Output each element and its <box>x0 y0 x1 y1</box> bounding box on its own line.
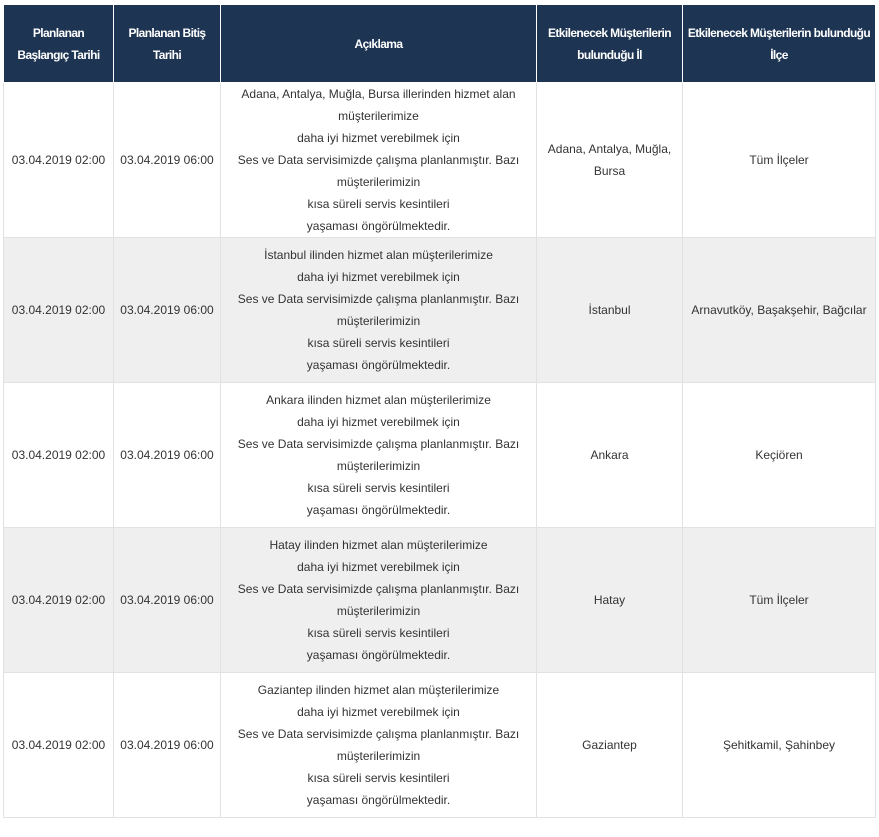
header-affected-city: Etkilenecek Müşterilerin bulunduğu İl <box>537 5 683 83</box>
cell-affected-city: Hatay <box>537 528 683 673</box>
cell-description <box>221 673 537 818</box>
table-row <box>4 673 876 818</box>
cell-end-date: 03.04.2019 06:00 <box>114 383 221 528</box>
description-line: İstanbul ilinden hizmet alan müşterilerimize <box>264 248 493 262</box>
description-line: müşterilerimize <box>338 109 419 123</box>
description-line: müşterilerimizin <box>336 314 421 328</box>
table-row <box>4 83 876 238</box>
cell-affected-district: Arnavutköy, Başakşehir, Bağcılar <box>683 238 876 383</box>
description-line: Adana, Antalya, Muğla, Bursa illerinden hizmet alan <box>241 87 516 101</box>
cell-description <box>221 383 537 528</box>
cell-affected-city: Adana, Antalya, Muğla, Bursa <box>537 83 683 238</box>
header-affected-district: Etkilenecek Müşterilerin bulunduğu İlçe <box>683 5 876 83</box>
cell-affected-district: Tüm İlçeler <box>683 83 876 238</box>
cell-end-date: 03.04.2019 06:00 <box>114 83 221 238</box>
header-start-date: Planlanan Başlangıç Tarihi <box>4 5 114 83</box>
description-line: Ses ve Data servisimizde çalışma planlanmıştır. Bazı <box>237 727 520 741</box>
cell-end-date: 03.04.2019 06:00 <box>114 673 221 818</box>
description-line: kısa süreli servis kesintileri <box>307 336 450 350</box>
cell-start-date: 03.04.2019 02:00 <box>4 238 114 383</box>
description-line: yaşaması öngörülmektedir. <box>306 219 451 233</box>
cell-end-date: 03.04.2019 06:00 <box>114 528 221 673</box>
description-line: daha iyi hizmet verebilmek için <box>297 131 460 145</box>
description-line: müşterilerimizin <box>336 459 421 473</box>
description-line: daha iyi hizmet verebilmek için <box>297 415 460 429</box>
table-row <box>4 238 876 383</box>
description-line: daha iyi hizmet verebilmek için <box>297 705 460 719</box>
cell-affected-district: Şehitkamil, Şahinbey <box>683 673 876 818</box>
description-line: Ses ve Data servisimizde çalışma planlanmıştır. Bazı <box>237 153 520 167</box>
cell-affected-district: Keçiören <box>683 383 876 528</box>
cell-start-date: 03.04.2019 02:00 <box>4 83 114 238</box>
table-body <box>4 83 876 818</box>
cell-end-date: 03.04.2019 06:00 <box>114 238 221 383</box>
header-end-date: Planlanan Bitiş Tarihi <box>114 5 221 83</box>
description-line: kısa süreli servis kesintileri <box>307 626 450 640</box>
description-line: yaşaması öngörülmektedir. <box>306 358 451 372</box>
cell-start-date: 03.04.2019 02:00 <box>4 673 114 818</box>
table-row <box>4 528 876 673</box>
description-line: yaşaması öngörülmektedir. <box>306 648 451 662</box>
description-line: yaşaması öngörülmektedir. <box>306 793 451 807</box>
description-line: müşterilerimizin <box>336 749 421 763</box>
cell-description <box>221 83 537 238</box>
description-line: daha iyi hizmet verebilmek için <box>297 270 460 284</box>
description-line: daha iyi hizmet verebilmek için <box>297 560 460 574</box>
description-line: Gaziantep ilinden hizmet alan müşterilerimize <box>257 683 500 697</box>
description-line: Ankara ilinden hizmet alan müşterilerimize <box>266 393 491 407</box>
description-line: Ses ve Data servisimizde çalışma planlanmıştır. Bazı <box>237 292 520 306</box>
maintenance-schedule-table <box>3 4 876 818</box>
description-line: Hatay ilinden hizmet alan müşterilerimize <box>269 538 488 552</box>
cell-description <box>221 238 537 383</box>
cell-affected-city: İstanbul <box>537 238 683 383</box>
cell-affected-district: Tüm İlçeler <box>683 528 876 673</box>
description-line: Ses ve Data servisimizde çalışma planlanmıştır. Bazı <box>237 437 520 451</box>
description-line: müşterilerimizin <box>336 604 421 618</box>
cell-affected-city: Gaziantep <box>537 673 683 818</box>
cell-affected-city: Ankara <box>537 383 683 528</box>
description-line: Ses ve Data servisimizde çalışma planlanmıştır. Bazı <box>237 582 520 596</box>
description-line: kısa süreli servis kesintileri <box>307 481 450 495</box>
cell-start-date: 03.04.2019 02:00 <box>4 383 114 528</box>
description-line: müşterilerimizin <box>336 175 421 189</box>
header-row <box>4 5 876 83</box>
header-description: Açıklama <box>221 5 537 83</box>
description-line: yaşaması öngörülmektedir. <box>306 503 451 517</box>
description-line: kısa süreli servis kesintileri <box>307 197 450 211</box>
description-line: kısa süreli servis kesintileri <box>307 771 450 785</box>
table-header <box>4 5 876 83</box>
table-row <box>4 383 876 528</box>
cell-description <box>221 528 537 673</box>
cell-start-date: 03.04.2019 02:00 <box>4 528 114 673</box>
